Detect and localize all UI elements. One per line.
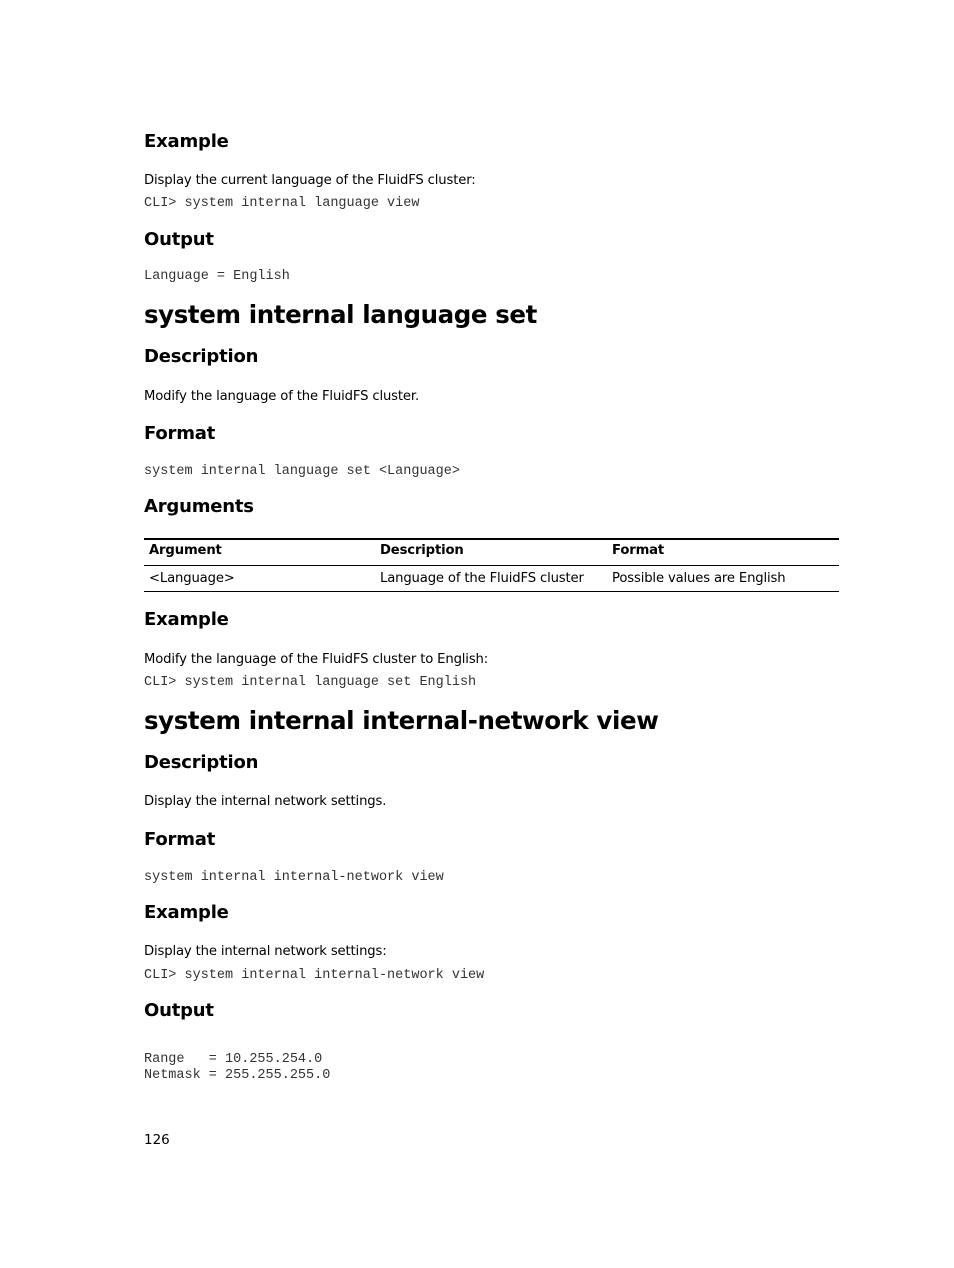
example-code: CLI> system internal internal-network view [144, 968, 485, 983]
table-header-cell: Format [612, 543, 665, 558]
output-code-line: Netmask = 255.255.255.0 [144, 1068, 331, 1083]
format-heading: Format [144, 829, 216, 850]
description-text: Display the internal network settings. [144, 794, 387, 809]
description-text: Modify the language of the FluidFS cluster. [144, 389, 419, 404]
format-code: system internal internal-network view [144, 870, 444, 885]
description-heading: Description [144, 752, 259, 773]
output-code: Language = English [144, 269, 290, 284]
description-heading: Description [144, 346, 259, 367]
output-heading: Output [144, 229, 214, 250]
table-header-cell: Description [380, 543, 464, 558]
example-description: Display the internal network settings: [144, 944, 387, 959]
arguments-heading: Arguments [144, 496, 254, 517]
arguments-table [144, 538, 839, 592]
command-title-internal-network-view: system internal internal-network view [144, 706, 659, 735]
table-cell: Possible values are English [612, 571, 786, 586]
table-cell: Language of the FluidFS cluster [380, 571, 584, 586]
format-code: system internal language set <Language> [144, 464, 460, 479]
format-heading: Format [144, 423, 216, 444]
output-code-line: Range = 10.255.254.0 [144, 1052, 323, 1067]
example-code: CLI> system internal language view [144, 196, 420, 211]
output-heading: Output [144, 1000, 214, 1021]
table-row [144, 566, 839, 591]
table-cell: <Language> [149, 571, 235, 586]
page-number: 126 [144, 1132, 170, 1148]
table-header-row [144, 540, 839, 566]
table-header-cell: Argument [149, 543, 222, 558]
example-description: Modify the language of the FluidFS cluster to English: [144, 652, 489, 667]
example-heading: Example [144, 131, 229, 152]
example-description: Display the current language of the FluidFS cluster: [144, 173, 476, 188]
example-heading: Example [144, 609, 229, 630]
command-title-language-set: system internal language set [144, 300, 537, 329]
example-code: CLI> system internal language set English [144, 675, 477, 690]
example-heading: Example [144, 902, 229, 923]
